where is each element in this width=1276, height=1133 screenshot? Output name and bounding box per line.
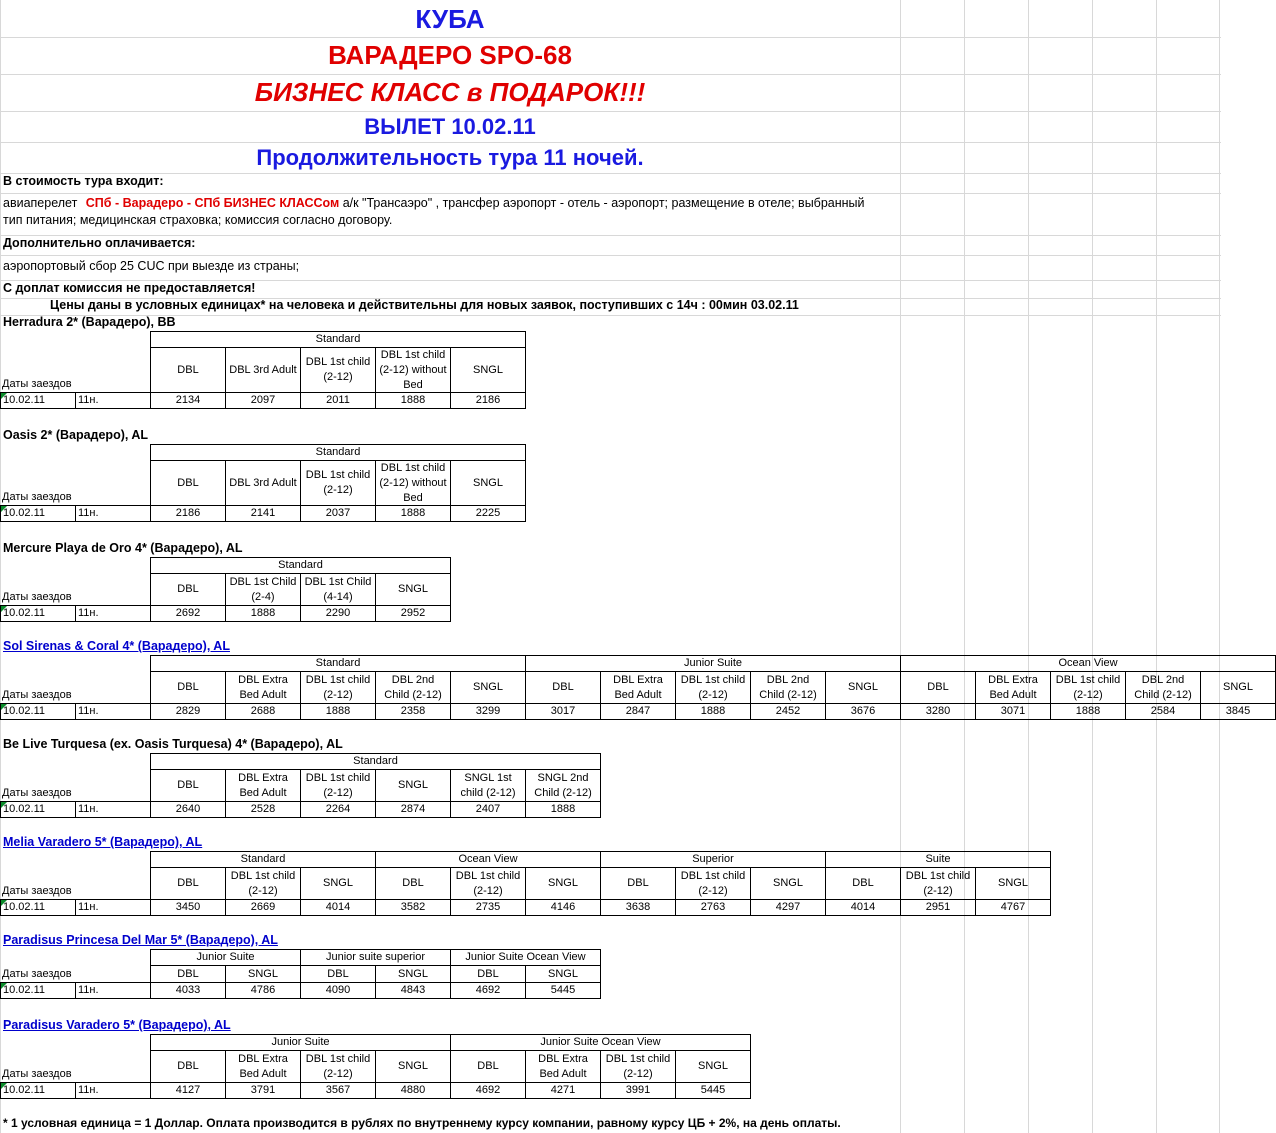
room-type-header: Standard bbox=[150, 655, 526, 672]
price-column-header: DBL 2nd Child (2-12) bbox=[375, 671, 451, 704]
price-cell: 4786 bbox=[225, 982, 301, 999]
price-column-header: DBL Extra Bed Adult bbox=[225, 769, 301, 802]
price-cell: 4880 bbox=[375, 1082, 451, 1099]
price-column-header: SNGL bbox=[375, 573, 451, 606]
price-column-header: DBL bbox=[150, 460, 226, 506]
price-column-header: SNGL bbox=[375, 965, 451, 983]
date-cell: 10.02.11 bbox=[0, 605, 76, 622]
price-cell: 4692 bbox=[450, 982, 526, 999]
price-cell: 1888 bbox=[1050, 703, 1126, 720]
price-cell: 2037 bbox=[300, 505, 376, 522]
price-cell: 2829 bbox=[150, 703, 226, 720]
price-cell: 2688 bbox=[225, 703, 301, 720]
price-column-header: SNGL bbox=[750, 867, 826, 900]
price-column-header: DBL 3rd Adult bbox=[225, 347, 301, 393]
price-cell: 2011 bbox=[300, 392, 376, 409]
price-cell: 1888 bbox=[525, 801, 601, 818]
price-column-header: DBL bbox=[525, 671, 601, 704]
price-cell: 1888 bbox=[375, 505, 451, 522]
price-cell: 2407 bbox=[450, 801, 526, 818]
room-type-header: Junior Suite bbox=[150, 1034, 451, 1051]
cell-comment-marker bbox=[1, 393, 7, 399]
nights-cell: 11н. bbox=[75, 392, 151, 409]
cell-comment-marker bbox=[1, 606, 7, 612]
price-column-header: SNGL 2nd Child (2-12) bbox=[525, 769, 601, 802]
price-column-header: DBL 1st child (2-12) bbox=[300, 1050, 376, 1083]
price-cell: 2225 bbox=[450, 505, 526, 522]
nights-cell: 11н. bbox=[75, 1082, 151, 1099]
hotel-name: Be Live Turquesa (ex. Oasis Turquesa) 4* (Варадеро), AL bbox=[3, 737, 343, 751]
extra-text: аэропортовый сбор 25 CUC при выезде из страны; bbox=[3, 259, 300, 273]
price-column-header: SNGL bbox=[375, 769, 451, 802]
dates-label: Даты заездов bbox=[2, 491, 72, 503]
price-cell: 3299 bbox=[450, 703, 526, 720]
dates-header-cell bbox=[0, 851, 151, 900]
price-cell: 2763 bbox=[675, 899, 751, 916]
nights-cell: 11н. bbox=[75, 982, 151, 999]
cell-comment-marker bbox=[1, 983, 7, 989]
price-column-header: DBL Extra Bed Adult bbox=[600, 671, 676, 704]
room-type-header: Standard bbox=[150, 331, 526, 348]
room-type-header: Ocean View bbox=[900, 655, 1276, 672]
date-cell: 10.02.11 bbox=[0, 899, 76, 916]
title-country: КУБА bbox=[415, 4, 485, 34]
dates-label: Даты заездов bbox=[2, 689, 72, 701]
date-cell: 10.02.11 bbox=[0, 982, 76, 999]
price-column-header: DBL Extra Bed Adult bbox=[225, 671, 301, 704]
dates-header-cell bbox=[0, 949, 151, 983]
price-column-header: SNGL bbox=[1200, 671, 1276, 704]
price-cell: 2186 bbox=[450, 392, 526, 409]
price-column-header: SNGL bbox=[450, 460, 526, 506]
price-column-header: SNGL 1st child (2-12) bbox=[450, 769, 526, 802]
price-cell: 4033 bbox=[150, 982, 226, 999]
dates-label: Даты заездов bbox=[2, 1068, 72, 1080]
price-column-header: SNGL bbox=[825, 671, 901, 704]
includes-prefix: авиаперелет bbox=[3, 196, 78, 210]
price-column-header: DBL 1st child (2-12) bbox=[300, 347, 376, 393]
price-cell: 4014 bbox=[825, 899, 901, 916]
price-cell: 2669 bbox=[225, 899, 301, 916]
price-column-header: DBL 1st child (2-12) bbox=[675, 867, 751, 900]
price-column-header: DBL Extra Bed Adult bbox=[975, 671, 1051, 704]
room-type-header: Standard bbox=[150, 851, 376, 868]
price-cell: 4014 bbox=[300, 899, 376, 916]
price-cell: 3638 bbox=[600, 899, 676, 916]
price-cell: 1888 bbox=[300, 703, 376, 720]
price-cell: 2264 bbox=[300, 801, 376, 818]
price-cell: 3567 bbox=[300, 1082, 376, 1099]
prices-note: Цены даны в условных единицах* на человека и действительны для новых заявок, поступивших с 14ч : 00мин 03.02.11 bbox=[50, 298, 799, 312]
price-cell: 2952 bbox=[375, 605, 451, 622]
price-cell: 3676 bbox=[825, 703, 901, 720]
price-column-header: DBL Extra Bed Adult bbox=[225, 1050, 301, 1083]
dates-label: Даты заездов bbox=[2, 787, 72, 799]
price-cell: 4090 bbox=[300, 982, 376, 999]
nights-cell: 11н. bbox=[75, 703, 151, 720]
price-column-header: SNGL bbox=[375, 1050, 451, 1083]
nights-cell: 11н. bbox=[75, 801, 151, 818]
price-cell: 1888 bbox=[675, 703, 751, 720]
dates-header-cell bbox=[0, 655, 151, 704]
price-column-header: DBL Extra Bed Adult bbox=[525, 1050, 601, 1083]
title-duration: Продолжительность тура 11 ночей. bbox=[256, 145, 644, 170]
price-cell: 2290 bbox=[300, 605, 376, 622]
price-column-header: DBL 1st child (2-12) without Bed bbox=[375, 347, 451, 393]
price-column-header: DBL bbox=[450, 965, 526, 983]
hotel-name: Mercure Playa de Oro 4* (Варадеро), AL bbox=[3, 541, 243, 555]
price-column-header: DBL 1st child (2-12) bbox=[675, 671, 751, 704]
cell-comment-marker bbox=[1, 900, 7, 906]
price-column-header: DBL 2nd Child (2-12) bbox=[1125, 671, 1201, 704]
price-cell: 3791 bbox=[225, 1082, 301, 1099]
price-cell: 2951 bbox=[900, 899, 976, 916]
dates-label: Даты заездов bbox=[2, 968, 72, 980]
price-cell: 3280 bbox=[900, 703, 976, 720]
includes-label: В стоимость тура входит: bbox=[3, 174, 164, 188]
price-cell: 3450 bbox=[150, 899, 226, 916]
price-cell: 2358 bbox=[375, 703, 451, 720]
price-column-header: DBL bbox=[150, 769, 226, 802]
title-departure: ВЫЛЕТ 10.02.11 bbox=[364, 114, 536, 139]
hotel-name: Oasis 2* (Варадеро), AL bbox=[3, 428, 149, 442]
price-cell: 1888 bbox=[225, 605, 301, 622]
hotel-name[interactable]: Paradisus Varadero 5* (Варадеро), AL bbox=[3, 1018, 231, 1032]
price-column-header: DBL bbox=[300, 965, 376, 983]
room-type-header: Standard bbox=[150, 753, 601, 770]
date-cell: 10.02.11 bbox=[0, 801, 76, 818]
dates-header-cell bbox=[0, 331, 151, 393]
price-cell: 3071 bbox=[975, 703, 1051, 720]
price-column-header: DBL 1st child (2-12) bbox=[600, 1050, 676, 1083]
price-column-header: SNGL bbox=[225, 965, 301, 983]
includes-route: СПб - Варадеро - СПб БИЗНЕС КЛАССом bbox=[85, 196, 340, 210]
date-cell: 10.02.11 bbox=[0, 703, 76, 720]
price-column-header: DBL bbox=[450, 1050, 526, 1083]
price-cell: 2847 bbox=[600, 703, 676, 720]
price-column-header: SNGL bbox=[525, 965, 601, 983]
price-column-header: DBL bbox=[150, 965, 226, 983]
dates-header-cell bbox=[0, 557, 151, 606]
room-type-header: Junior suite superior bbox=[300, 949, 451, 966]
title-spo: ВАРАДЕРО SPO-68 bbox=[328, 40, 572, 70]
dates-label: Даты заездов bbox=[2, 885, 72, 897]
price-cell: 2528 bbox=[225, 801, 301, 818]
hotel-name[interactable]: Sol Sirenas & Coral 4* (Варадеро), AL bbox=[3, 639, 230, 653]
cell-comment-marker bbox=[1, 1083, 7, 1089]
price-column-header: DBL bbox=[150, 671, 226, 704]
hotel-name[interactable]: Paradisus Princesa Del Mar 5* (Варадеро), AL bbox=[3, 933, 278, 947]
includes-text-line1 bbox=[3, 196, 865, 212]
price-column-header: DBL 1st child (2-12) without Bed bbox=[375, 460, 451, 506]
price-column-header: DBL bbox=[150, 573, 226, 606]
price-column-header: SNGL bbox=[525, 867, 601, 900]
price-cell: 5445 bbox=[525, 982, 601, 999]
hotel-name[interactable]: Melia Varadero 5* (Варадеро), AL bbox=[3, 835, 203, 849]
price-cell: 2874 bbox=[375, 801, 451, 818]
price-column-header: DBL bbox=[600, 867, 676, 900]
price-column-header: DBL bbox=[375, 867, 451, 900]
date-cell: 10.02.11 bbox=[0, 392, 76, 409]
cell-comment-marker bbox=[1, 802, 7, 808]
price-cell: 2097 bbox=[225, 392, 301, 409]
price-cell: 3991 bbox=[600, 1082, 676, 1099]
price-column-header: DBL 1st child (2-12) bbox=[450, 867, 526, 900]
date-cell: 10.02.11 bbox=[0, 1082, 76, 1099]
includes-text-line2: тип питания; медицинская страховка; комиссия согласно договору. bbox=[3, 213, 393, 227]
price-column-header: DBL 1st child (2-12) bbox=[300, 671, 376, 704]
dates-header-cell bbox=[0, 1034, 151, 1083]
price-column-header: SNGL bbox=[675, 1050, 751, 1083]
price-column-header: SNGL bbox=[300, 867, 376, 900]
price-column-header: DBL 1st Child (2-4) bbox=[225, 573, 301, 606]
price-cell: 4692 bbox=[450, 1082, 526, 1099]
price-cell: 3845 bbox=[1200, 703, 1276, 720]
room-type-header: Junior Suite bbox=[150, 949, 301, 966]
price-cell: 2640 bbox=[150, 801, 226, 818]
price-cell: 4271 bbox=[525, 1082, 601, 1099]
price-cell: 1888 bbox=[375, 392, 451, 409]
price-cell: 2134 bbox=[150, 392, 226, 409]
price-cell: 2141 bbox=[225, 505, 301, 522]
price-column-header: SNGL bbox=[450, 347, 526, 393]
room-type-header: Junior Suite Ocean View bbox=[450, 949, 601, 966]
price-column-header: DBL bbox=[150, 1050, 226, 1083]
commission-note: С доплат комиссия не предоставляется! bbox=[3, 281, 256, 295]
price-cell: 2452 bbox=[750, 703, 826, 720]
room-type-header: Junior Suite bbox=[525, 655, 901, 672]
room-type-header: Standard bbox=[150, 557, 451, 574]
price-column-header: DBL 1st child (2-12) bbox=[225, 867, 301, 900]
price-column-header: DBL 1st child (2-12) bbox=[1050, 671, 1126, 704]
price-cell: 4297 bbox=[750, 899, 826, 916]
room-type-header: Standard bbox=[150, 444, 526, 461]
room-type-header: Suite bbox=[825, 851, 1051, 868]
price-column-header: DBL 3rd Adult bbox=[225, 460, 301, 506]
dates-header-cell bbox=[0, 444, 151, 506]
room-type-header: Ocean View bbox=[375, 851, 601, 868]
dates-header-cell bbox=[0, 753, 151, 802]
extra-label: Дополнительно оплачивается: bbox=[3, 236, 196, 250]
nights-cell: 11н. bbox=[75, 605, 151, 622]
nights-cell: 11н. bbox=[75, 899, 151, 916]
room-type-header: Junior Suite Ocean View bbox=[450, 1034, 751, 1051]
nights-cell: 11н. bbox=[75, 505, 151, 522]
room-type-header: Superior bbox=[600, 851, 826, 868]
price-cell: 2584 bbox=[1125, 703, 1201, 720]
cell-comment-marker bbox=[1, 506, 7, 512]
includes-rest: а/к "Трансаэро" , трансфер аэропорт - отель - аэропорт; размещение в отеле; выбранный bbox=[339, 196, 865, 210]
price-cell: 2692 bbox=[150, 605, 226, 622]
price-column-header: DBL bbox=[150, 347, 226, 393]
price-cell: 2186 bbox=[150, 505, 226, 522]
price-cell: 4767 bbox=[975, 899, 1051, 916]
dates-label: Даты заездов bbox=[2, 591, 72, 603]
price-column-header: DBL 1st child (2-12) bbox=[300, 460, 376, 506]
price-column-header: DBL 1st child (2-12) bbox=[900, 867, 976, 900]
price-column-header: SNGL bbox=[450, 671, 526, 704]
hotel-name: Herradura 2* (Варадеро), BB bbox=[3, 315, 176, 329]
price-cell: 3582 bbox=[375, 899, 451, 916]
date-cell: 10.02.11 bbox=[0, 505, 76, 522]
price-column-header: DBL 1st Child (4-14) bbox=[300, 573, 376, 606]
cell-comment-marker bbox=[1, 704, 7, 710]
price-cell: 5445 bbox=[675, 1082, 751, 1099]
price-column-header: DBL bbox=[150, 867, 226, 900]
price-column-header: DBL 2nd Child (2-12) bbox=[750, 671, 826, 704]
price-column-header: DBL bbox=[900, 671, 976, 704]
price-cell: 4127 bbox=[150, 1082, 226, 1099]
dates-label: Даты заездов bbox=[2, 378, 72, 390]
price-column-header: DBL bbox=[825, 867, 901, 900]
price-cell: 4843 bbox=[375, 982, 451, 999]
footer-note: * 1 условная единица = 1 Доллар. Оплата производится в рублях по внутреннему курсу компании, равному курсу ЦБ + 2%, на день оплаты. bbox=[3, 1116, 841, 1130]
price-cell: 4146 bbox=[525, 899, 601, 916]
price-cell: 3017 bbox=[525, 703, 601, 720]
title-promo: БИЗНЕС КЛАСС в ПОДАРОК!!! bbox=[254, 77, 646, 107]
price-cell: 2735 bbox=[450, 899, 526, 916]
price-column-header: SNGL bbox=[975, 867, 1051, 900]
price-column-header: DBL 1st child (2-12) bbox=[300, 769, 376, 802]
